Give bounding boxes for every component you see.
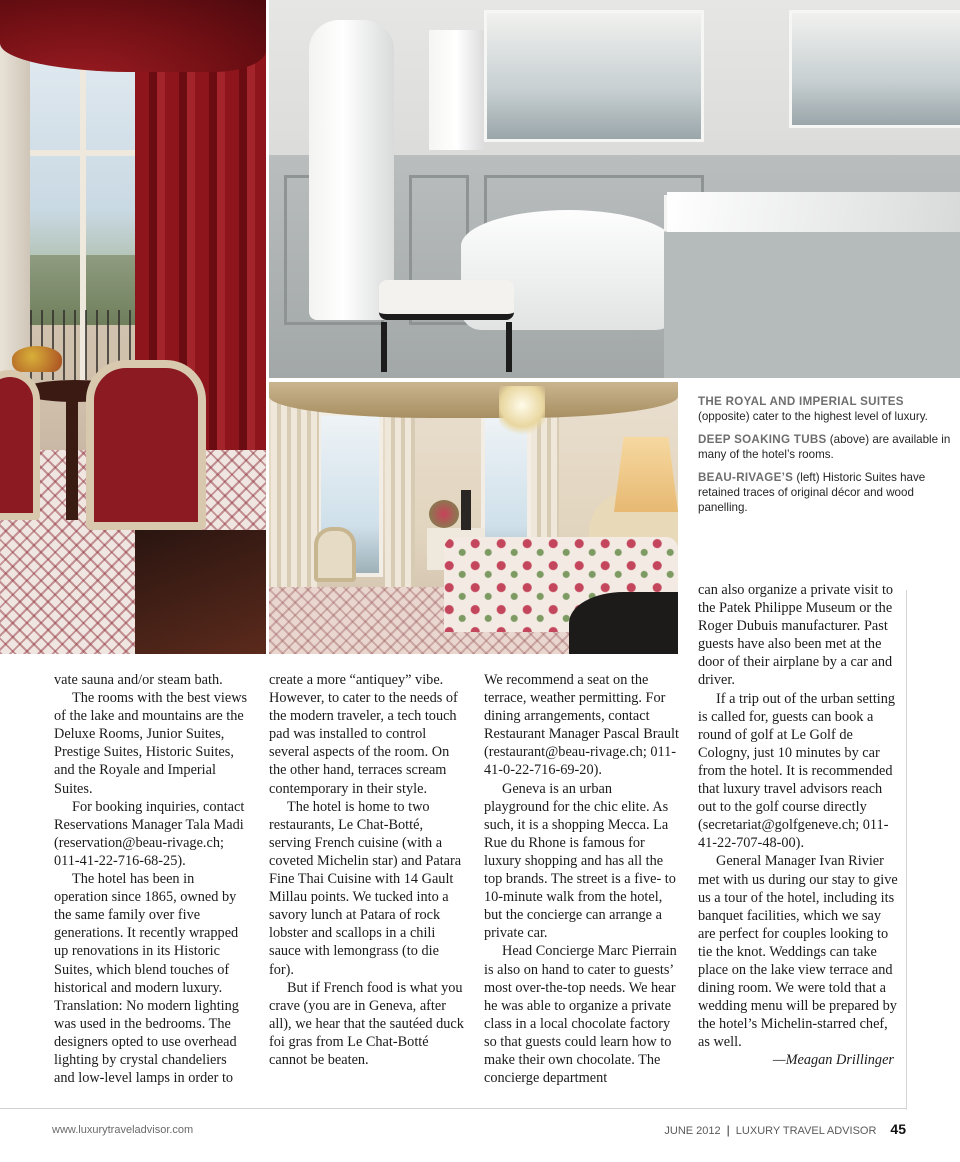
- paragraph: But if French food is what you crave (you are in Geneva, after all), we hear that the sautéed duck foi gras from Le Chat-Botté cannot be beaten.: [269, 979, 464, 1068]
- wall-mirror: [484, 10, 704, 142]
- article-column-1: [54, 671, 249, 1087]
- crystal-chandelier: [499, 386, 545, 441]
- footer-divider: [0, 1108, 906, 1109]
- curtain: [385, 400, 415, 590]
- caption-text: (above) are available in many of the hotel’s rooms.: [698, 432, 951, 462]
- caption-soaking-tubs: [698, 432, 953, 463]
- nightstand: [569, 592, 678, 654]
- website-link[interactable]: www.luxurytraveladvisor.com: [52, 1124, 194, 1136]
- paragraph: For booking inquiries, contact Reservations Manager Tala Madi (reservation@beau-rivage.ch; 011-41-22-716-68-25).: [54, 798, 245, 869]
- bathroom-photo: [269, 0, 960, 378]
- paragraph: If a trip out of the urban setting is called for, guests can book a round of golf at Le Golf de Cologny, just 10 minutes by car from the hotel. It is recommended that luxury travel advisors reach out to the golf course directly (secretariat@golfgeneve.ch; 011-41-22-707-48-00).: [698, 690, 896, 852]
- upholstered-bench: [379, 280, 514, 320]
- paragraph: can also organize a private visit to the Patek Philippe Museum or the Roger Dubuis manufacturer. Past guests have also been met at the door of their airplane by a car and driver.: [698, 582, 894, 689]
- paragraph: Geneva is an urban playground for the chic elite. As such, it is a shopping Mecca. La Rue du Rhone is famous for luxury shopping and has all the top brands. The street is a five- to 10-minute walk from the hotel, but the concierge can arrange a private car.: [484, 780, 676, 942]
- armchair: [314, 527, 356, 582]
- table-lamp: [614, 437, 678, 512]
- red-valance: [0, 0, 266, 72]
- caption-lead: BEAU-RIVAGE’S: [698, 470, 794, 484]
- caption-historic-suites: [698, 470, 953, 516]
- sculpture: [461, 490, 471, 530]
- bathrobe: [309, 20, 394, 320]
- caption-lead: DEEP SOAKING TUBS: [698, 432, 827, 446]
- paragraph: The hotel has been in operation since 1865, owned by the same family over five generations. It recently wrapped up renovations in its Historic Suites, which blend touches of historical and modern luxury. Translation: No modern lighting was used in the bedrooms. The designers opted to use overhead lighting by crystal chandeliers and low-level lamps in order to: [54, 871, 239, 1087]
- publication-name: LUXURY TRAVEL ADVISOR: [735, 1125, 877, 1137]
- paragraph: Head Concierge Marc Pierrain is also on hand to cater to guests’ most over-the-top needs. We hear he was able to organize a private class in a local chocolate factory so that guests could learn how to make their own chocolate. The concierge department: [484, 943, 677, 1087]
- author-byline: —Meagan Drillinger: [772, 1052, 894, 1069]
- article-column-3: [484, 671, 679, 1087]
- caption-text: (left) Historic Suites have retained traces of original décor and wood panelling.: [698, 470, 926, 515]
- footer-separator: |: [726, 1123, 730, 1137]
- page-footer: [664, 1121, 906, 1137]
- curtain: [271, 400, 319, 590]
- suite-photo: [0, 0, 266, 654]
- caption-lead: THE ROYAL AND IMPERIAL SUITES: [698, 395, 904, 408]
- paragraph: The rooms with the best views of the lake and mountains are the Deluxe Rooms, Junior Suites, Prestige Suites, Historic Suites, and the Royale and Imperial Suites.: [54, 690, 248, 797]
- article-column-4: [698, 581, 898, 1070]
- table-pedestal: [66, 400, 78, 520]
- photo-captions: [698, 394, 953, 523]
- vanity-mirror: [789, 10, 960, 128]
- curtain-valance: [269, 382, 678, 418]
- issue-date: JUNE 2012: [664, 1125, 721, 1137]
- hanging-towel: [429, 30, 484, 150]
- historic-suite-photo: [269, 382, 678, 654]
- column-divider: [906, 590, 907, 1110]
- caption-text: (opposite) cater to the highest level of luxury.: [698, 410, 928, 424]
- paragraph: We recommend a seat on the terrace, weather permitting. For dining arrangements, contact Restaurant Manager Pascal Brault (restaurant@beau-rivage.ch; 011-41-0-22-716-69-20).: [484, 672, 679, 779]
- paragraph: The hotel is home to two restaurants, Le Chat-Botté, serving French cuisine (with a coveted Michelin star) and Patara Fine Thai Cuisine with 14 Gault Millau points. We tucked into a savory lunch at Patara of rock lobster and scallops in a chili sauce with lemongrass (to die for).: [269, 798, 462, 978]
- page-number: 45: [890, 1121, 906, 1137]
- marble-countertop: [667, 192, 960, 232]
- wood-cabinet: [135, 530, 266, 654]
- bench-legs: [381, 322, 512, 372]
- armchair-left: [0, 370, 40, 520]
- paragraph: create a more “antiquey” vibe. However, to cater to the needs of the modern traveler, a tech touch pad was installed to control several aspects of the room. On the other hand, terraces scream contemporary in their style.: [269, 672, 458, 797]
- caption-royal-suites: [698, 394, 953, 425]
- paragraph: vate sauna and/or steam bath.: [54, 672, 223, 688]
- fruit-bowl: [12, 346, 62, 372]
- flower-arrangement: [429, 500, 459, 528]
- armchair: [86, 360, 206, 530]
- article-column-2: [269, 671, 464, 1069]
- paragraph: General Manager Ivan Rivier met with us during our stay to give us a tour of the hotel, including its banquet facilities, which we say are perfect for couples looking to tie the knot. Weddings can take place on the lake view terrace and dining room. We were told that a wedding menu will be prepared by the hotel’s Michelin-starred chef, as well.: [698, 853, 898, 1051]
